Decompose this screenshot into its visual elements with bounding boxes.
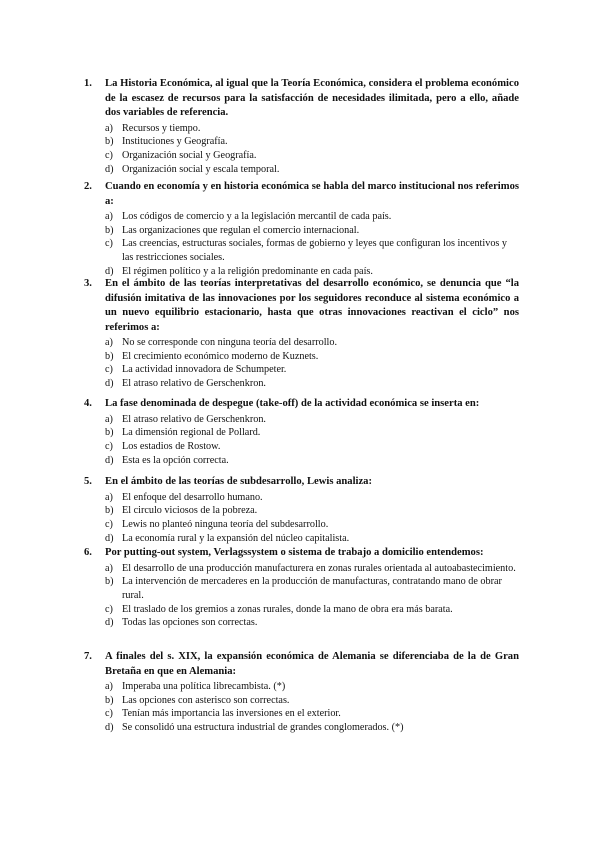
option-text: Las opciones con asterisco son correctas.	[122, 694, 290, 706]
option-text: Las creencias, estructuras sociales, formas de gobierno y leyes que configuran los incentivos y las restricciones sociales.	[122, 238, 508, 264]
option-text: El crecimiento económico moderno de Kuznets.	[122, 350, 319, 362]
option-d	[84, 163, 519, 177]
option-letter: c)	[105, 149, 113, 161]
option-a	[84, 122, 519, 136]
option-letter: a)	[105, 211, 113, 222]
option-a	[84, 491, 519, 505]
option-text: La intervención de mercaderes en la producción de manufacturas, contratando mano de obrar rural.	[122, 576, 502, 601]
option-a	[84, 413, 519, 427]
question-header	[84, 475, 519, 490]
option-text: El enfoque del desarrollo humano.	[122, 491, 263, 503]
option-letter: b)	[105, 224, 114, 236]
option-text: Todas las opciones son correctas.	[122, 617, 258, 629]
option-text: La dimensión regional de Pollard.	[122, 427, 261, 439]
question-4	[84, 397, 519, 467]
option-letter: c)	[105, 440, 113, 452]
option-d	[84, 532, 519, 546]
option-text: Organización social y Geografía.	[122, 149, 257, 161]
option-c	[84, 149, 519, 163]
option-c	[84, 707, 519, 721]
option-letter: b)	[105, 350, 114, 362]
option-letter: d)	[105, 617, 114, 629]
option-c	[84, 518, 519, 532]
option-a	[84, 210, 519, 224]
option-letter: a)	[105, 562, 113, 574]
question-header	[84, 180, 519, 209]
option-letter: d)	[105, 722, 114, 734]
question-text: La fase denominada de despegue (take-off) de la actividad económica se inserta en:	[105, 398, 480, 409]
option-b	[84, 350, 519, 364]
question-number: 2.	[84, 181, 92, 192]
option-list	[84, 210, 519, 279]
option-b	[84, 224, 519, 238]
option-letter: b)	[105, 694, 114, 706]
question-text: En el ámbito de las teorías de subdesarrollo, Lewis analiza:	[105, 476, 373, 487]
option-d	[84, 454, 519, 468]
option-d	[84, 721, 519, 735]
question-2	[84, 180, 519, 279]
option-list	[84, 562, 519, 631]
question-header	[84, 650, 519, 679]
option-text: La economía rural y la expansión del núcleo capitalista.	[122, 532, 350, 544]
question-number: 4.	[84, 398, 92, 409]
option-b	[84, 575, 519, 602]
option-b	[84, 135, 519, 149]
option-text: El circulo viciosos de la pobreza.	[122, 505, 258, 517]
option-list	[84, 491, 519, 546]
option-letter: a)	[105, 413, 113, 425]
question-header	[84, 546, 519, 561]
option-b	[84, 504, 519, 518]
question-header	[84, 77, 519, 121]
option-c	[84, 237, 519, 264]
option-b	[84, 694, 519, 708]
question-number: 5.	[84, 476, 92, 487]
option-text: Instituciones y Geografía.	[122, 136, 228, 148]
option-a	[84, 680, 519, 694]
question-5	[84, 475, 519, 545]
option-letter: c)	[105, 708, 113, 720]
option-text: Esta es la opción correcta.	[122, 454, 229, 466]
option-letter: a)	[105, 337, 113, 348]
option-letter: b)	[105, 576, 114, 588]
option-c	[84, 603, 519, 617]
question-number: 3.	[84, 278, 92, 289]
option-letter: d)	[105, 265, 114, 277]
option-text: El régimen político y a la religión predominante en cada país.	[122, 265, 373, 277]
question-number: 1.	[84, 78, 92, 89]
option-letter: d)	[105, 378, 114, 390]
option-letter: a)	[105, 122, 113, 134]
option-text: Los códigos de comercio y a la legislación mercantil de cada país.	[122, 211, 392, 222]
option-text: El desarrollo de una producción manufacturera en zonas rurales orientada al autoabastecimiento.	[122, 562, 516, 574]
option-text: El atraso relativo de Gerschenkron.	[122, 413, 266, 425]
option-list	[84, 122, 519, 177]
question-number: 6.	[84, 547, 92, 558]
option-text: Organización social y escala temporal.	[122, 163, 280, 175]
option-a	[84, 562, 519, 576]
option-letter: d)	[105, 532, 114, 544]
option-text: Se consolidó una estructura industrial de grandes conglomerados. (*)	[122, 722, 404, 734]
option-text: El atraso relativo de Gerschenkron.	[122, 378, 266, 390]
option-c	[84, 363, 519, 377]
question-header	[84, 277, 519, 335]
option-b	[84, 426, 519, 440]
question-6	[84, 546, 519, 630]
option-letter: c)	[105, 238, 113, 250]
question-text: A finales del s. XIX, la expansión económica de Alemania se diferenciaba de la de Gran Bretaña en que en Alemania:	[105, 651, 519, 677]
option-letter: d)	[105, 163, 114, 175]
option-text: No se corresponde con ninguna teoría del desarrollo.	[122, 337, 337, 348]
option-text: Los estadios de Rostow.	[122, 440, 221, 452]
option-list	[84, 680, 519, 735]
option-letter: a)	[105, 681, 113, 692]
option-list	[84, 336, 519, 391]
option-a	[84, 336, 519, 350]
option-letter: a)	[105, 491, 113, 503]
option-text: Recursos y tiempo.	[122, 122, 201, 134]
question-header	[84, 397, 519, 412]
option-letter: b)	[105, 136, 114, 148]
option-d	[84, 616, 519, 630]
option-list	[84, 413, 519, 468]
option-letter: c)	[105, 364, 113, 376]
option-text: Tenían más importancia las inversiones en el exterior.	[122, 708, 341, 720]
option-letter: c)	[105, 603, 113, 615]
option-letter: b)	[105, 427, 114, 439]
question-text: Cuando en economía y en historia económica se habla del marco institucional nos referimos a:	[105, 181, 519, 207]
option-text: Lewis no planteó ninguna teoría del subdesarrollo.	[122, 518, 329, 530]
option-letter: c)	[105, 518, 113, 530]
question-text: La Historia Económica, al igual que la Teoría Económica, considera el problema económico de la escasez de recursos para la satisfacción de necesidades ilimitada, pero a ello, añade dos variables de referencia.	[105, 78, 519, 118]
option-text: El traslado de los gremios a zonas rurales, donde la mano de obra era más barata.	[122, 603, 453, 615]
question-3	[84, 277, 519, 391]
question-text: Por putting-out system, Verlagssystem o sistema de trabajo a domicilio entendemos:	[105, 547, 484, 558]
option-c	[84, 440, 519, 454]
question-7	[84, 650, 519, 735]
question-1	[84, 77, 519, 176]
option-letter: b)	[105, 505, 114, 517]
option-text: Las organizaciones que regulan el comercio internacional.	[122, 224, 360, 236]
option-letter: d)	[105, 454, 114, 466]
option-text: La actividad innovadora de Schumpeter.	[122, 364, 287, 376]
option-d	[84, 377, 519, 391]
question-text: En el ámbito de las teorías interpretativas del desarrollo económico, se denuncia que “la difusión imitativa de las innovaciones por los seguidores reconduce al sistema económico a un nuevo equilibrio estacionario, hasta que otras innovaciones reactivan el ciclo” nos referimos a:	[105, 278, 519, 333]
option-text: Imperaba una política librecambista. (*)	[122, 681, 286, 692]
question-number: 7.	[84, 651, 92, 662]
